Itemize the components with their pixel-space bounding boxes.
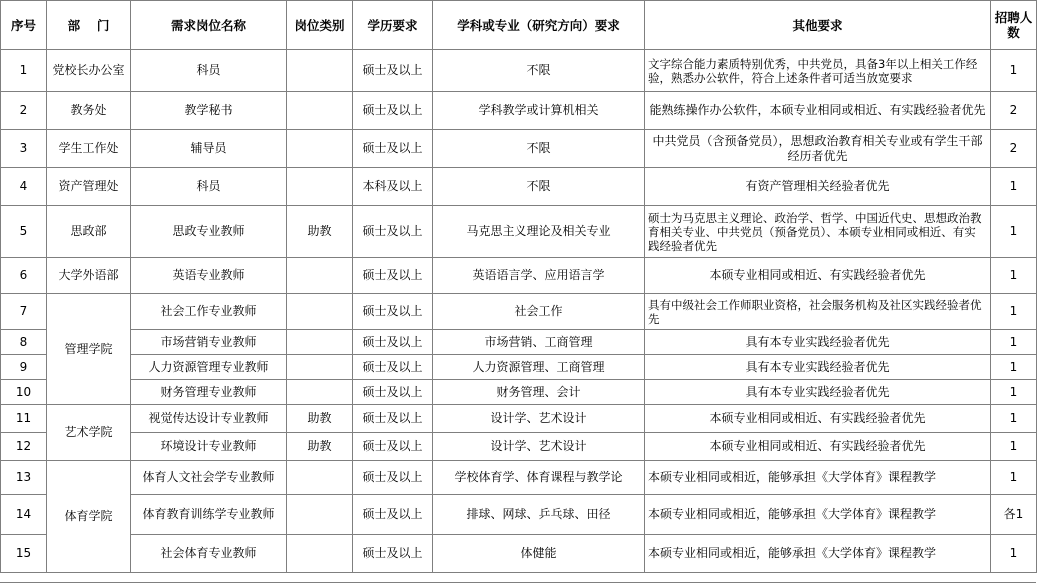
major-cell[interactable]: 体健能 [433, 535, 645, 573]
seq-cell[interactable]: 10 [1, 380, 47, 405]
seq-cell[interactable]: 8 [1, 330, 47, 355]
category-cell[interactable] [287, 535, 353, 573]
education-cell[interactable]: 硕士及以上 [353, 461, 433, 495]
category-cell[interactable] [287, 495, 353, 535]
position-cell[interactable]: 人力资源管理专业教师 [131, 355, 287, 380]
education-cell[interactable]: 硕士及以上 [353, 330, 433, 355]
count-cell[interactable]: 1 [991, 380, 1037, 405]
count-cell[interactable]: 1 [991, 258, 1037, 294]
table-row [1, 168, 1037, 206]
dept-cell[interactable]: 大学外语部 [47, 258, 131, 294]
other-cell[interactable]: 具有本专业实践经验者优先 [645, 380, 991, 405]
position-cell[interactable]: 体育教育训练学专业教师 [131, 495, 287, 535]
seq-cell[interactable]: 13 [1, 461, 47, 495]
table-row [1, 130, 1037, 168]
position-cell[interactable]: 视觉传达设计专业教师 [131, 405, 287, 433]
category-cell[interactable] [287, 461, 353, 495]
table-row [1, 294, 1037, 330]
category-cell[interactable] [287, 168, 353, 206]
other-cell[interactable]: 硕士为马克思主义理论、政治学、哲学、中国近代史、思想政治教育相关专业、中共党员（预备党员）、本硕专业相同或相近、有实践经验者优先 [645, 206, 991, 258]
count-cell[interactable]: 1 [991, 294, 1037, 330]
major-cell[interactable]: 马克思主义理论及相关专业 [433, 206, 645, 258]
major-cell[interactable]: 不限 [433, 130, 645, 168]
category-cell[interactable] [287, 294, 353, 330]
position-cell[interactable]: 社会工作专业教师 [131, 294, 287, 330]
count-cell[interactable]: 2 [991, 130, 1037, 168]
table-row [1, 495, 1037, 535]
other-cell[interactable]: 本硕专业相同或相近、有实践经验者优先 [645, 258, 991, 294]
major-cell[interactable]: 人力资源管理、工商管理 [433, 355, 645, 380]
seq-cell[interactable]: 12 [1, 433, 47, 461]
header-other: 其他要求 [645, 1, 991, 50]
other-cell[interactable]: 具有中级社会工作师职业资格，社会服务机构及社区实践经验者优先 [645, 294, 991, 330]
table-row [1, 461, 1037, 495]
table-row [1, 92, 1037, 130]
table-row [1, 535, 1037, 573]
dept-cell[interactable]: 体育学院 [47, 461, 131, 573]
table-row [1, 50, 1037, 92]
major-cell[interactable]: 学校体育学、体育课程与教学论 [433, 461, 645, 495]
education-cell[interactable]: 硕士及以上 [353, 535, 433, 573]
dept-cell[interactable]: 思政部 [47, 206, 131, 258]
education-cell[interactable]: 硕士及以上 [353, 50, 433, 92]
position-cell[interactable]: 体育人文社会学专业教师 [131, 461, 287, 495]
table-row [1, 206, 1037, 258]
count-cell[interactable]: 1 [991, 461, 1037, 495]
major-cell[interactable]: 学科教学或计算机相关 [433, 92, 645, 130]
header-dept: 部 门 [47, 1, 131, 50]
position-cell[interactable]: 思政专业教师 [131, 206, 287, 258]
other-cell[interactable]: 本硕专业相同或相近，能够承担《大学体育》课程教学 [645, 495, 991, 535]
seq-cell[interactable]: 4 [1, 168, 47, 206]
education-cell[interactable]: 硕士及以上 [353, 206, 433, 258]
dept-cell[interactable]: 学生工作处 [47, 130, 131, 168]
category-cell[interactable]: 助教 [287, 206, 353, 258]
category-cell[interactable] [287, 380, 353, 405]
count-cell[interactable]: 1 [991, 330, 1037, 355]
seq-cell[interactable]: 6 [1, 258, 47, 294]
position-cell[interactable]: 科员 [131, 168, 287, 206]
header-education: 学历要求 [353, 1, 433, 50]
other-cell[interactable]: 本硕专业相同或相近，能够承担《大学体育》课程教学 [645, 535, 991, 573]
seq-cell[interactable]: 1 [1, 50, 47, 92]
count-cell[interactable]: 1 [991, 168, 1037, 206]
major-cell[interactable]: 不限 [433, 168, 645, 206]
other-cell[interactable]: 中共党员（含预备党员），思想政治教育相关专业或有学生干部经历者优先 [645, 130, 991, 168]
major-cell[interactable]: 社会工作 [433, 294, 645, 330]
category-cell[interactable]: 助教 [287, 405, 353, 433]
education-cell[interactable]: 硕士及以上 [353, 405, 433, 433]
category-cell[interactable] [287, 130, 353, 168]
position-cell[interactable]: 市场营销专业教师 [131, 330, 287, 355]
dept-cell[interactable]: 教务处 [47, 92, 131, 130]
major-cell[interactable]: 英语语言学、应用语言学 [433, 258, 645, 294]
header-category: 岗位类别 [287, 1, 353, 50]
count-cell[interactable]: 1 [991, 50, 1037, 92]
education-cell[interactable]: 硕士及以上 [353, 294, 433, 330]
other-cell[interactable]: 本硕专业相同或相近、有实践经验者优先 [645, 433, 991, 461]
table-row [1, 380, 1037, 405]
count-cell[interactable]: 1 [991, 355, 1037, 380]
category-cell[interactable] [287, 330, 353, 355]
header-row [1, 1, 1037, 50]
education-cell[interactable]: 硕士及以上 [353, 380, 433, 405]
seq-cell[interactable]: 15 [1, 535, 47, 573]
education-cell[interactable]: 硕士及以上 [353, 258, 433, 294]
seq-cell[interactable]: 2 [1, 92, 47, 130]
header-seq: 序号 [1, 1, 47, 50]
next-row-edge [0, 582, 1036, 588]
seq-cell[interactable]: 9 [1, 355, 47, 380]
major-cell[interactable]: 不限 [433, 50, 645, 92]
major-cell[interactable]: 财务管理、会计 [433, 380, 645, 405]
education-cell[interactable]: 硕士及以上 [353, 355, 433, 380]
position-cell[interactable]: 财务管理专业教师 [131, 380, 287, 405]
header-position: 需求岗位名称 [131, 1, 287, 50]
seq-cell[interactable]: 7 [1, 294, 47, 330]
header-major: 学科或专业（研究方向）要求 [433, 1, 645, 50]
major-cell[interactable]: 市场营销、工商管理 [433, 330, 645, 355]
position-cell[interactable]: 社会体育专业教师 [131, 535, 287, 573]
major-cell[interactable]: 设计学、艺术设计 [433, 433, 645, 461]
dept-cell[interactable]: 资产管理处 [47, 168, 131, 206]
other-cell[interactable]: 文字综合能力素质特别优秀，中共党员，具备3年以上相关工作经验，熟悉办公软件，符合上述条件者可适当放宽要求 [645, 50, 991, 92]
position-cell[interactable]: 科员 [131, 50, 287, 92]
count-cell[interactable]: 1 [991, 206, 1037, 258]
table-row [1, 433, 1037, 461]
category-cell[interactable]: 助教 [287, 433, 353, 461]
seq-cell[interactable]: 3 [1, 130, 47, 168]
education-cell[interactable]: 硕士及以上 [353, 495, 433, 535]
other-cell[interactable]: 本硕专业相同或相近、有实践经验者优先 [645, 405, 991, 433]
major-cell[interactable]: 排球、网球、乒乓球、田径 [433, 495, 645, 535]
position-cell[interactable]: 环境设计专业教师 [131, 433, 287, 461]
category-cell[interactable] [287, 355, 353, 380]
category-cell[interactable] [287, 50, 353, 92]
category-cell[interactable] [287, 92, 353, 130]
other-cell[interactable]: 能熟练操作办公软件，本硕专业相同或相近、有实践经验者优先 [645, 92, 991, 130]
header-count: 招聘人数 [991, 1, 1037, 50]
other-cell[interactable]: 具有本专业实践经验者优先 [645, 355, 991, 380]
education-cell[interactable]: 硕士及以上 [353, 433, 433, 461]
position-cell[interactable]: 辅导员 [131, 130, 287, 168]
education-cell[interactable]: 本科及以上 [353, 168, 433, 206]
table-row [1, 355, 1037, 380]
count-cell[interactable]: 1 [991, 433, 1037, 461]
other-cell[interactable]: 本硕专业相同或相近，能够承担《大学体育》课程教学 [645, 461, 991, 495]
seq-cell[interactable]: 11 [1, 405, 47, 433]
dept-cell[interactable]: 管理学院 [47, 294, 131, 405]
education-cell[interactable]: 硕士及以上 [353, 92, 433, 130]
other-cell[interactable]: 有资产管理相关经验者优先 [645, 168, 991, 206]
table-row [1, 405, 1037, 433]
dept-cell[interactable]: 艺术学院 [47, 405, 131, 461]
seq-cell[interactable]: 14 [1, 495, 47, 535]
major-cell[interactable]: 设计学、艺术设计 [433, 405, 645, 433]
count-cell[interactable]: 2 [991, 92, 1037, 130]
seq-cell[interactable]: 5 [1, 206, 47, 258]
count-cell[interactable]: 1 [991, 405, 1037, 433]
table-row [1, 258, 1037, 294]
other-cell[interactable]: 具有本专业实践经验者优先 [645, 330, 991, 355]
position-cell[interactable]: 英语专业教师 [131, 258, 287, 294]
dept-cell[interactable]: 党校长办公室 [47, 50, 131, 92]
position-cell[interactable]: 教学秘书 [131, 92, 287, 130]
count-cell[interactable]: 各1 [991, 495, 1037, 535]
count-cell[interactable]: 1 [991, 535, 1037, 573]
category-cell[interactable] [287, 258, 353, 294]
table-row [1, 330, 1037, 355]
education-cell[interactable]: 硕士及以上 [353, 130, 433, 168]
